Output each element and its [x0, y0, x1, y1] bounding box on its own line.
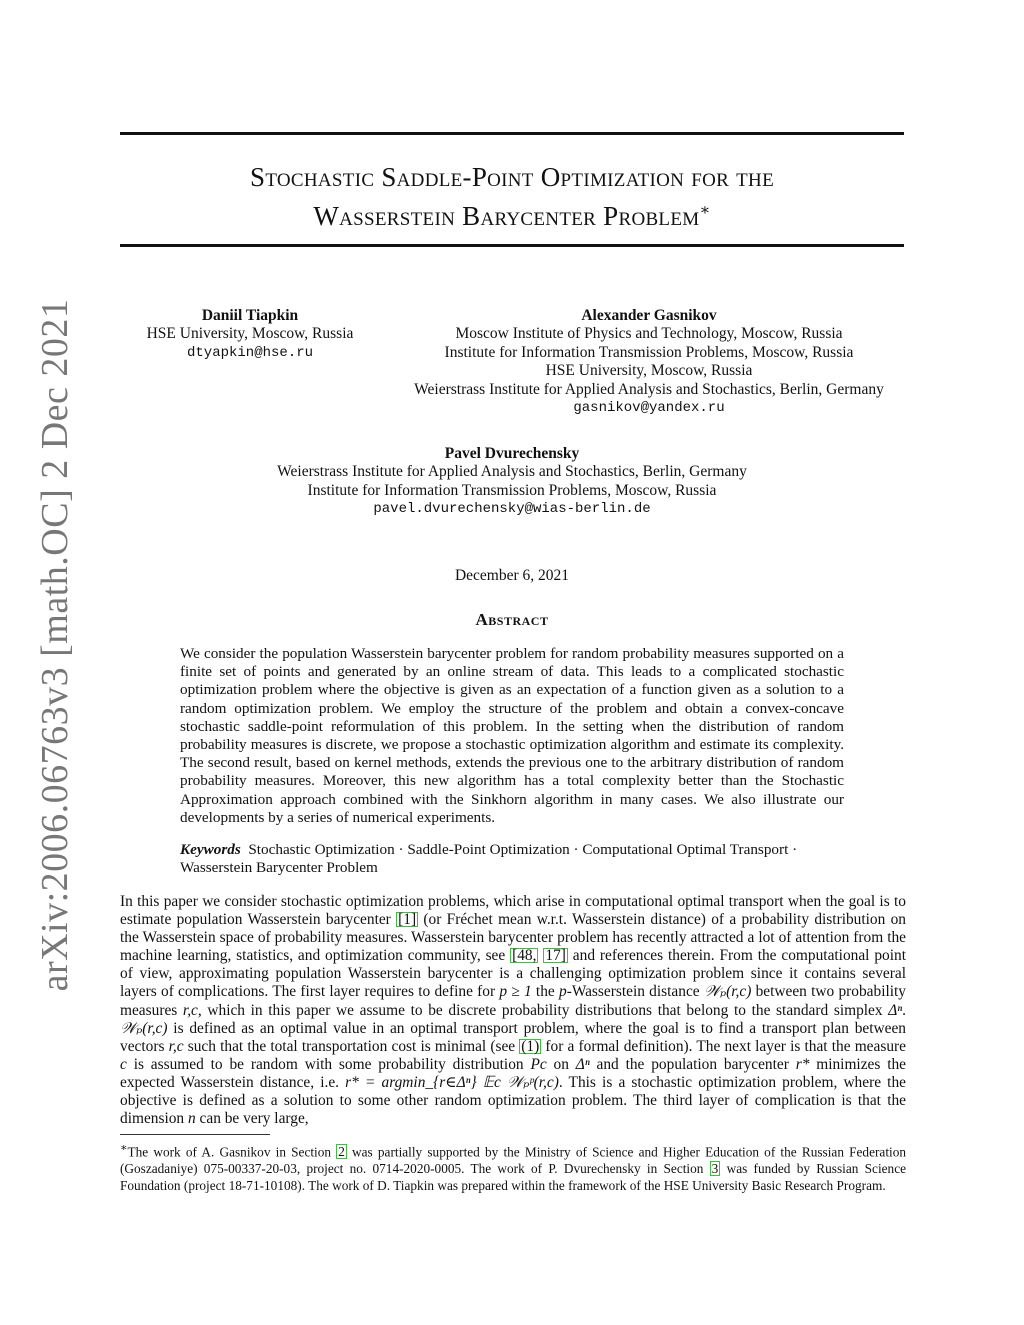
title-rule-bottom: [120, 244, 904, 247]
math-inline: Δⁿ: [888, 1001, 903, 1019]
author-affiliation: HSE University, Moscow, Russia: [545, 362, 753, 380]
math-inline: r,c: [182, 1001, 198, 1019]
author-block-dvurechensky: [200, 445, 824, 519]
author-email[interactable]: pavel.dvurechensky@wias-berlin.de: [373, 501, 651, 518]
citation-link[interactable]: 17]: [545, 947, 566, 965]
author-name: Daniil Tiapkin: [201, 307, 299, 324]
math-inline: n: [187, 1110, 196, 1128]
author-affiliation: Moscow Institute of Physics and Technology, Moscow, Russia: [455, 325, 843, 343]
citation-link[interactable]: [1]: [398, 911, 417, 929]
math-inline: Pc: [530, 1055, 547, 1073]
keywords: [180, 841, 844, 877]
math-inline: p: [558, 983, 567, 1001]
section-link[interactable]: 3: [711, 1161, 719, 1177]
author-email[interactable]: gasnikov@yandex.ru: [573, 400, 725, 417]
author-affiliation: Weierstrass Institute for Applied Analysis and Stochastics, Berlin, Germany: [414, 380, 884, 398]
keywords-list: Stochastic Optimization · Saddle-Point Optimization · Computational Optimal Transport · Wasserstein Barycenter Problem: [180, 841, 798, 877]
footnote-mark: ∗: [120, 1142, 128, 1154]
author-name: Alexander Gasnikov: [581, 307, 717, 324]
arxiv-stamp: arXiv:2006.06763v3 [math.OC] 2 Dec 2021: [34, 298, 76, 992]
author-block-tiapkin: [120, 307, 380, 362]
citation-link[interactable]: [48,: [512, 947, 537, 965]
author-affiliation: Institute for Information Transmission Problems, Moscow, Russia: [307, 481, 717, 499]
author-email[interactable]: dtyapkin@hse.ru: [186, 344, 314, 361]
title-line-2: Wasserstein Barycenter Problem∗: [313, 201, 711, 231]
math-inline: c: [120, 1055, 127, 1073]
footnote-rule: [120, 1134, 270, 1135]
paper-date: December 6, 2021: [454, 567, 570, 584]
title-line-1: Stochastic Saddle-Point Optimization for the: [250, 162, 774, 192]
math-inline: r,c: [168, 1037, 184, 1055]
author-affiliation: Institute for Information Transmission Problems, Moscow, Russia: [444, 343, 854, 361]
math-inline: Δⁿ: [575, 1055, 590, 1073]
intro-paragraph: In this paper we consider stochastic optimization problems, which arise in computational optimal transport when the goal is to estimate population Wasserstein barycenter [1] (or Fréchet mean w.r.t. Wasserstein distance) of a probability distribution on the Wasserstein space of probability measures. Wasserstein barycenter problem has recently attracted a lot of attention from the machine learning, statistics, and optimization community, see [48, 17] and references therein. From the computational point of view, approximating population Wasserstein barycenter is a challenging optimization problem since it contains several layers of complications. The first layer requires to define for p ≥ 1 the p-Wasserstein distance 𝒲ₚ(r,c) between two probability measures r,c, which in this paper we assume to be discrete probability distributions that belong to the standard simplex Δⁿ. 𝒲ₚ(r,c) is defined as an optimal value in an optimal transport problem, where the goal is to find a transport plan between vectors r,c such that the total transportation cost is minimal (see (1) for a formal definition). The next layer is that the measure c is assumed to be random with some probability distribution Pc on Δⁿ and the population barycenter r* minimizes the expected Wasserstein distance, i.e. r* = argmin_{r∈Δⁿ} 𝔼c 𝒲ₚᵖ(r,c). This is a stochastic optimization problem, where the objective is defined as a solution to some other random optimization problem. The third layer of complication is that the dimension n can be very large,: [120, 893, 907, 1128]
paper-title: [120, 160, 904, 233]
author-name: Pavel Dvurechensky: [444, 445, 580, 462]
math-inline: p ≥ 1: [499, 983, 532, 1001]
keywords-label: Keywords: [180, 841, 241, 858]
abstract-text: We consider the population Wasserstein barycenter problem for random probability measures supported on a finite set of points and generated by an online stream of data. This leads to a complicated stochastic optimization problem where the objective is given as an expectation of a function given as a solution to a random optimization problem. We employ the structure of the problem and obtain a convex-concave stochastic saddle-point reformulation of this problem. In the setting when the distribution of random probability measures is discrete, we propose a stochastic optimization algorithm and estimate its complexity. The second result, based on kernel methods, extends the previous one to the arbitrary distribution of random probability measures. Moreover, this new algorithm has a total complexity better than the Stochastic Approximation approach combined with the Sinkhorn algorithm in many cases. We also illustrate our developments by a series of numerical experiments.: [180, 645, 844, 826]
equation-link[interactable]: (1): [521, 1037, 540, 1055]
author-block-gasnikov: [372, 307, 926, 417]
section-link[interactable]: 2: [338, 1144, 345, 1160]
author-affiliation: Weierstrass Institute for Applied Analysis and Stochastics, Berlin, Germany: [277, 463, 747, 481]
math-inline: 𝒲ₚ(r,c): [703, 983, 752, 1001]
math-inline: r* = argmin_{r∈Δⁿ} 𝔼c 𝒲ₚᵖ(r,c): [345, 1073, 559, 1091]
abstract-heading: Abstract: [475, 610, 549, 629]
title-rule-top: [120, 132, 904, 135]
math-inline: r*: [795, 1055, 810, 1073]
footnote: ∗The work of A. Gasnikov in Section 2 was partially supported by the Ministry of Science and Higher Education of the Russian Federation (Goszadaniye) 075-00337-20-03, project no. 0714-2020-0005. The work of P. Dvurechensky in Section 3 was funded by Russian Science Foundation (project 18-71-10108). The work of D. Tiapkin was prepared within the framework of the HSE University Basic Research Program.: [120, 1142, 906, 1194]
author-affiliation: HSE University, Moscow, Russia: [146, 325, 354, 343]
math-inline: 𝒲ₚ(r,c): [120, 1019, 168, 1037]
